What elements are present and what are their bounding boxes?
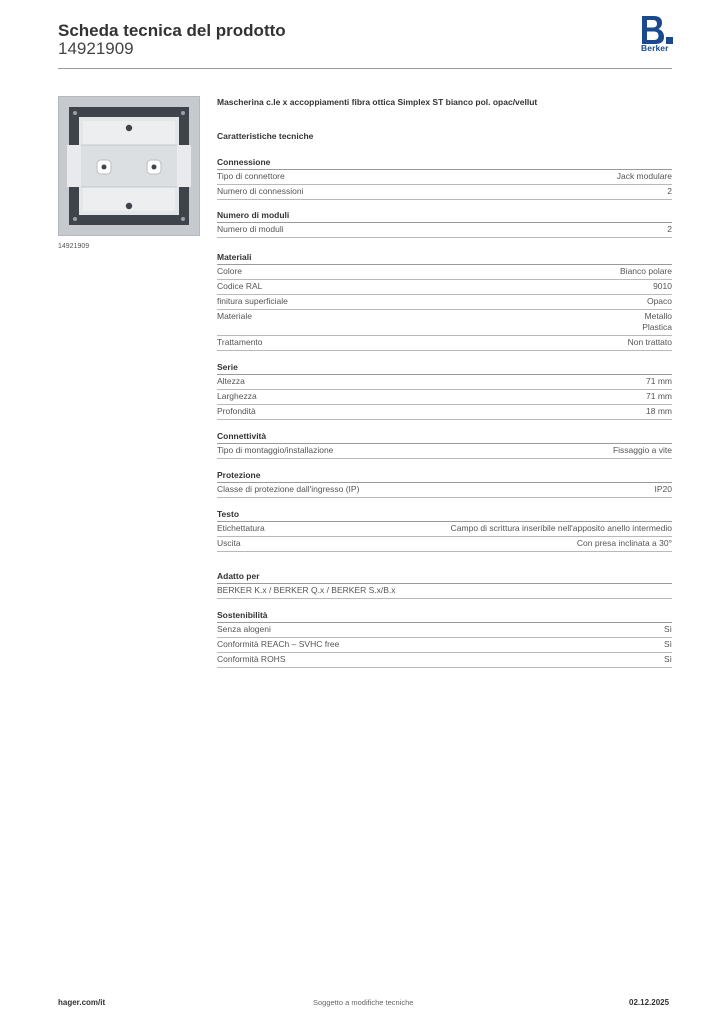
spec-label: Conformità ROHS xyxy=(217,654,286,664)
section-title: Connessione xyxy=(217,155,672,170)
section-title: Adatto per xyxy=(217,569,672,584)
spec-sections xyxy=(217,155,672,668)
spec-row xyxy=(217,280,672,295)
spec-row xyxy=(217,623,672,638)
spec-section xyxy=(217,468,672,498)
section-title: Sostenibilità xyxy=(217,608,672,623)
product-name: Mascherina c.le x accoppiamenti fibra ottica Simplex ST bianco pol. opac/vellut xyxy=(217,97,538,107)
spec-value: Campo di scrittura inseribile nell'apposito anello intermedio xyxy=(450,523,672,533)
spec-value: Opaco xyxy=(646,296,672,306)
section-title: Serie xyxy=(217,360,672,375)
spec-row xyxy=(217,653,672,668)
spec-row xyxy=(217,537,672,552)
spec-label: Numero di connessioni xyxy=(217,186,304,196)
product-number: 14921909 xyxy=(58,39,134,58)
page-title: Scheda tecnica del prodotto xyxy=(58,21,286,40)
image-caption: 14921909 xyxy=(58,243,90,250)
spec-row xyxy=(217,638,672,653)
header-divider xyxy=(58,68,672,69)
spec-label: Materiale xyxy=(217,311,252,321)
spec-section xyxy=(217,250,672,351)
spec-value: Sì xyxy=(663,654,672,664)
section-title: Protezione xyxy=(217,468,672,483)
spec-row xyxy=(217,295,672,310)
section-title: Numero di moduli xyxy=(217,208,672,223)
spec-label: Tipo di connettore xyxy=(217,171,285,181)
spec-value: 71 mm xyxy=(646,376,672,386)
spec-row xyxy=(217,584,672,599)
spec-row xyxy=(217,375,672,390)
section-title: Testo xyxy=(217,507,672,522)
footer-note: Soggetto a modifiche tecniche xyxy=(313,998,414,1007)
spec-row xyxy=(217,310,672,336)
section-title: Materiali xyxy=(217,250,672,265)
spec-value: IP20 xyxy=(654,484,672,494)
spec-value: Sì xyxy=(663,624,672,634)
spec-row xyxy=(217,185,672,200)
spec-row xyxy=(217,390,672,405)
spec-row xyxy=(217,170,672,185)
spec-label: Altezza xyxy=(217,376,245,386)
spec-label: finitura superficiale xyxy=(217,296,288,306)
spec-row xyxy=(217,265,672,280)
section-title: Connettività xyxy=(217,429,672,444)
spec-label: Conformità REACh – SVHC free xyxy=(217,639,340,649)
spec-section xyxy=(217,360,672,420)
spec-label: Colore xyxy=(217,266,243,276)
spec-value: Bianco polare xyxy=(620,266,672,276)
brand-name: Berker xyxy=(641,43,669,53)
spec-value: 2 xyxy=(667,186,672,196)
spec-label: Tipo di montaggio/installazione xyxy=(217,445,334,455)
spec-row xyxy=(217,336,672,351)
spec-value: 18 mm xyxy=(646,406,672,416)
spec-label: BERKER K.x / BERKER Q.x / BERKER S.x/B.x xyxy=(217,585,396,595)
spec-value: Jack modulare xyxy=(616,171,672,181)
spec-label: Uscita xyxy=(217,538,241,548)
spec-row xyxy=(217,223,672,238)
spec-row xyxy=(217,483,672,498)
spec-value: 2 xyxy=(667,224,672,234)
spec-value: 71 mm xyxy=(646,391,672,401)
spec-label: Senza alogeni xyxy=(217,624,271,634)
spec-label: Codice RAL xyxy=(217,281,263,291)
spec-section xyxy=(217,569,672,599)
spec-content xyxy=(217,95,672,668)
footer-website: hager.com/it xyxy=(58,998,106,1007)
spec-label: Profondità xyxy=(217,406,256,416)
spec-section xyxy=(217,155,672,200)
product-image xyxy=(58,96,200,236)
spec-section xyxy=(217,208,672,238)
spec-row xyxy=(217,405,672,420)
spec-value: Fissaggio a vite xyxy=(612,445,672,455)
spec-label: Etichettatura xyxy=(217,523,265,533)
spec-label: Classe di protezione dall'ingresso (IP) xyxy=(217,484,360,494)
spec-label: Larghezza xyxy=(217,391,257,401)
spec-section xyxy=(217,608,672,668)
tech-specs-title: Caratteristiche tecniche xyxy=(217,131,314,141)
footer-date: 02.12.2025 xyxy=(629,998,670,1007)
spec-value: Non trattato xyxy=(627,337,672,347)
spec-section xyxy=(217,507,672,552)
spec-value: 9010 xyxy=(653,281,672,291)
spec-value: Metallo Plastica xyxy=(642,311,672,332)
spec-section xyxy=(217,429,672,459)
spec-value: Con presa inclinata a 30° xyxy=(576,538,672,548)
spec-label: Trattamento xyxy=(217,337,263,347)
spec-row xyxy=(217,522,672,537)
spec-value: Sì xyxy=(663,639,672,649)
spec-row xyxy=(217,444,672,459)
spec-label: Numero di moduli xyxy=(217,224,284,234)
